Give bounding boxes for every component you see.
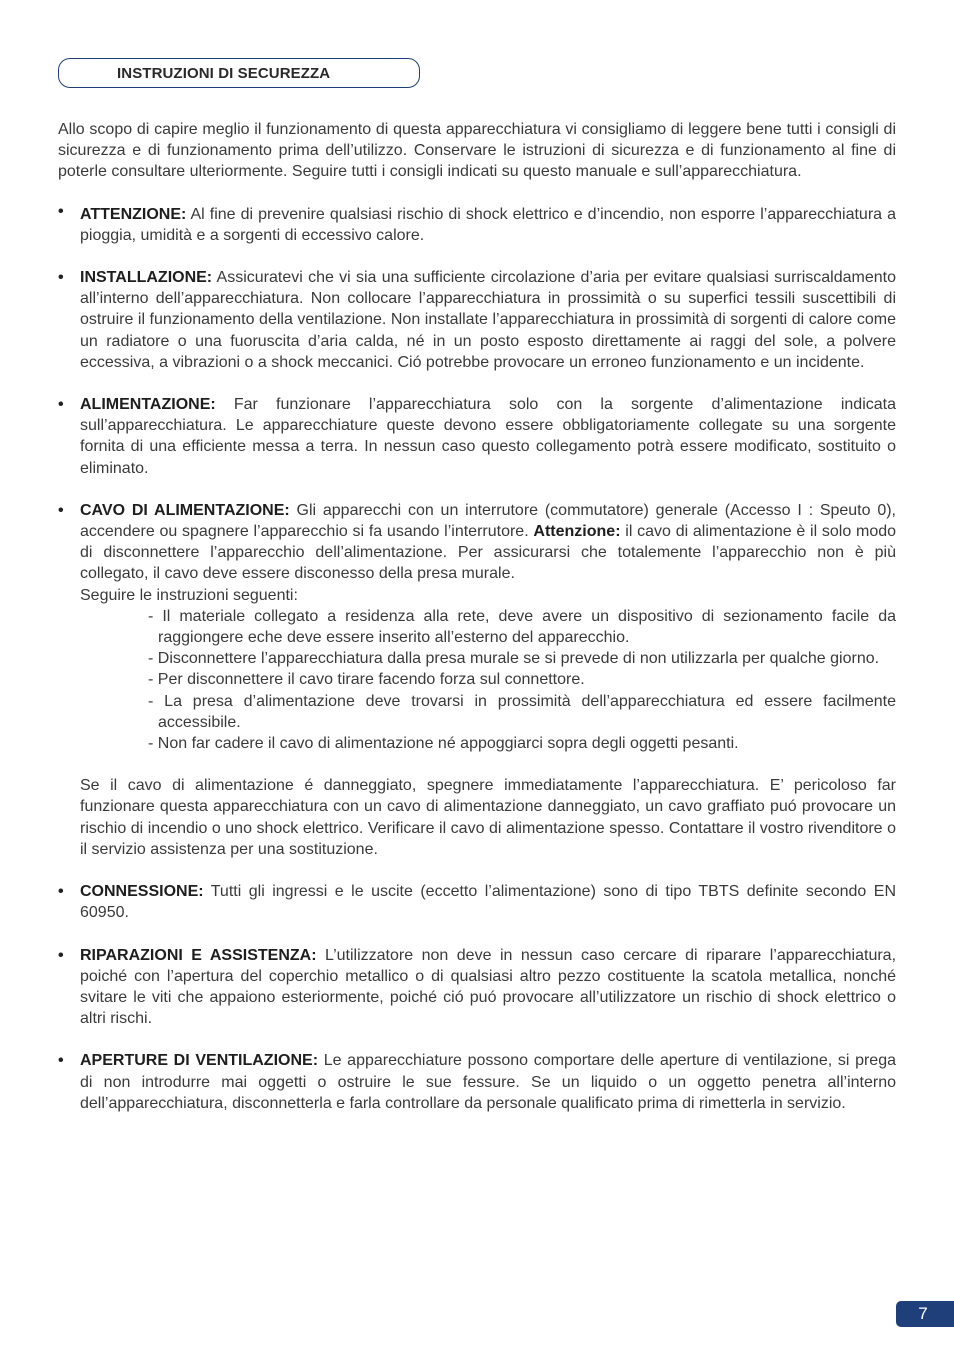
list-item-attenzione <box>58 204 896 246</box>
item-label: CAVO DI ALIMENTAZIONE: <box>80 501 290 519</box>
list-item-aperture-ventilazione <box>58 1050 896 1114</box>
item-text <box>80 204 896 246</box>
section-title: INSTRUZIONI DI SECUREZZA <box>117 65 331 82</box>
item-body: Al fine di prevenire qualsiasi rischio di shock elettrico e d’incendio, non esporre l’apparecchiatura a pioggia, umidità e a sorgenti di eccessivo calore. <box>80 205 896 244</box>
list-item-cavo-alimentazione <box>58 500 896 860</box>
item-text <box>80 267 896 373</box>
list-item-connessione <box>58 881 896 923</box>
item-text <box>80 1050 896 1114</box>
list-item-riparazioni <box>58 945 896 1030</box>
item-label: ALIMENTAZIONE: <box>80 396 216 414</box>
instruction-step: - Per disconnettere il cavo tirare facendo forza sul connettore. <box>148 671 585 689</box>
item-text <box>80 500 896 585</box>
instruction-step: - Non far cadere il cavo di alimentazione né appoggiarci sopra degli oggetti pesanti. <box>148 735 739 753</box>
item-body: Assicuratevi che vi sia una sufficiente circolazione d’aria per evitare qualsiasi surriscaldamento all’interno dell’apparecchiatura. Non collocare l’apparecchiatura in prossimità o su superfici tessili suscettibili di ostruire il funzionamento della ventilazione. Non installate l’apparecchiatura in prossimità di sorgenti di calore come un radiatore o una fuoruscita d’aria calda, né in un posto esposto direttamente ai raggi del sole, a polvere eccessiva, a vibrazioni o a shock meccanici. Ció potrebbe provocare un erroneo funzionamento e un incidente. <box>80 269 896 371</box>
item-label: CONNESSIONE: <box>80 883 204 901</box>
bullet-icon: • <box>58 501 64 519</box>
item-body: Le apparecchiature possono comportare delle aperture di ventilazione, si prega di non introdurre mai oggetti o ostruire le sue fessure. Se un liquido o un oggetto penetra all’interno dell’apparecchiatura, disconnetterla e farla controllare da personale qualificato prima di rimetterla in servizio. <box>80 1052 897 1112</box>
instruction-step: - Il materiale collegato a residenza alla rete, deve avere un dispositivo di sezionamento facile da raggiongere eche deve essere inserito all’esterno del apparecchio. <box>148 607 896 647</box>
item-body: Gli apparecchi con un interrutore (commutatore) generale (Accesso I : Speuto 0), accendere ou spagnere l’apparecchio si fa usando l’interrutore. <box>80 501 896 541</box>
bullet-icon: • <box>58 396 64 414</box>
warning-body: il cavo di alimentazione è il solo modo di disconnettere l’apparecchio dell’alimentazione. Per assicurarsi che totalemente l’apparecchio non è più collegato, il cavo deve essere disconesso della presa murale. <box>80 523 897 583</box>
item-label: ATTENZIONE: <box>80 205 187 223</box>
bullet-icon: • <box>58 883 64 901</box>
item-text <box>80 394 896 479</box>
bullet-icon: • <box>58 202 64 220</box>
bullet-icon: • <box>58 1052 64 1070</box>
item-label: APERTURE DI VENTILAZIONE: <box>80 1052 319 1070</box>
item-body: Far funzionare l’apparecchiatura solo con la sorgente d’alimentazione indicata sull’apparecchiatura. Le apparecchiature queste devono essere obbligatoriamente collegate su una sorgente fornita di una efficiente messa a terra. In nessun caso questo collegamento potrà essere modificato, sostituito o eliminato. <box>80 396 896 477</box>
instruction-step: - La presa d’alimentazione deve trovarsi in prossimità dell’apparecchiatura ed essere facilmente accessibile. <box>148 692 896 731</box>
bullet-icon: • <box>58 269 64 287</box>
item-text <box>80 881 896 923</box>
list-item-alimentazione <box>58 394 896 479</box>
closing-paragraph: Se il cavo di alimentazione é danneggiato, spegnere immediatamente l’apparecchiatura. E’ pericoloso far funzionare questa apparecchiatura con un cavo di alimentazione danneggiato, un cavo graffiato puó provocare un rischio di incendio o uno shock elettrico. Verificare il cavo di alimentazione spesso. Contattare il vostro rivenditore o il servizio assistenza per una sostituzione. <box>80 777 896 858</box>
item-body: Tutti gli ingressi e le uscite (eccetto l’alimentazione) sono di tipo TBTS definite secondo EN 60950. <box>80 883 896 922</box>
instructions-list <box>80 606 896 754</box>
bullet-icon: • <box>58 946 64 964</box>
section-title-box <box>58 58 420 88</box>
intro-paragraph: Allo scopo di capire meglio il funzionamento di questa apparecchiatura vi consigliamo di leggere bene tutti i consigli di sicurezza e di funzionamento prima dell’utilizzo. Conservare le istruzioni di sicurezza e di funzionamento al fine di poterle consultare ulteriormente. Seguire tutti i consigli indicati su questo manuale e sull’apparecchiatura. <box>58 121 896 181</box>
item-body: L’utilizzatore non deve in nessun caso cercare di riparare l’apparecchiatura, poiché con l’apertura del coperchio metallico o di qualsiasi altro pezzo costituente la scatola metallica, nonché svitare le viti che appaiono esteriormente, poiché ció puó provocare all’utilizzatore un rischio di shock elettrico o altri rischi. <box>80 946 897 1028</box>
list-item-installazione <box>58 267 896 373</box>
item-label: INSTALLAZIONE: <box>80 269 213 287</box>
spacer <box>80 754 896 775</box>
page-number: 7 <box>918 1304 928 1323</box>
item-text <box>80 945 896 1030</box>
warning-label: Attenzione: <box>533 523 621 541</box>
page-content <box>58 119 896 1135</box>
page-number-tab <box>896 1301 954 1327</box>
item-label: RIPARAZIONI E ASSISTENZA: <box>80 946 317 964</box>
instructions-intro: Seguire le instruzioni seguenti: <box>80 586 298 604</box>
instruction-step: - Disconnettere l’apparecchiatura dalla presa murale se si prevede di non utilizzarla per qualche giorno. <box>148 650 880 668</box>
